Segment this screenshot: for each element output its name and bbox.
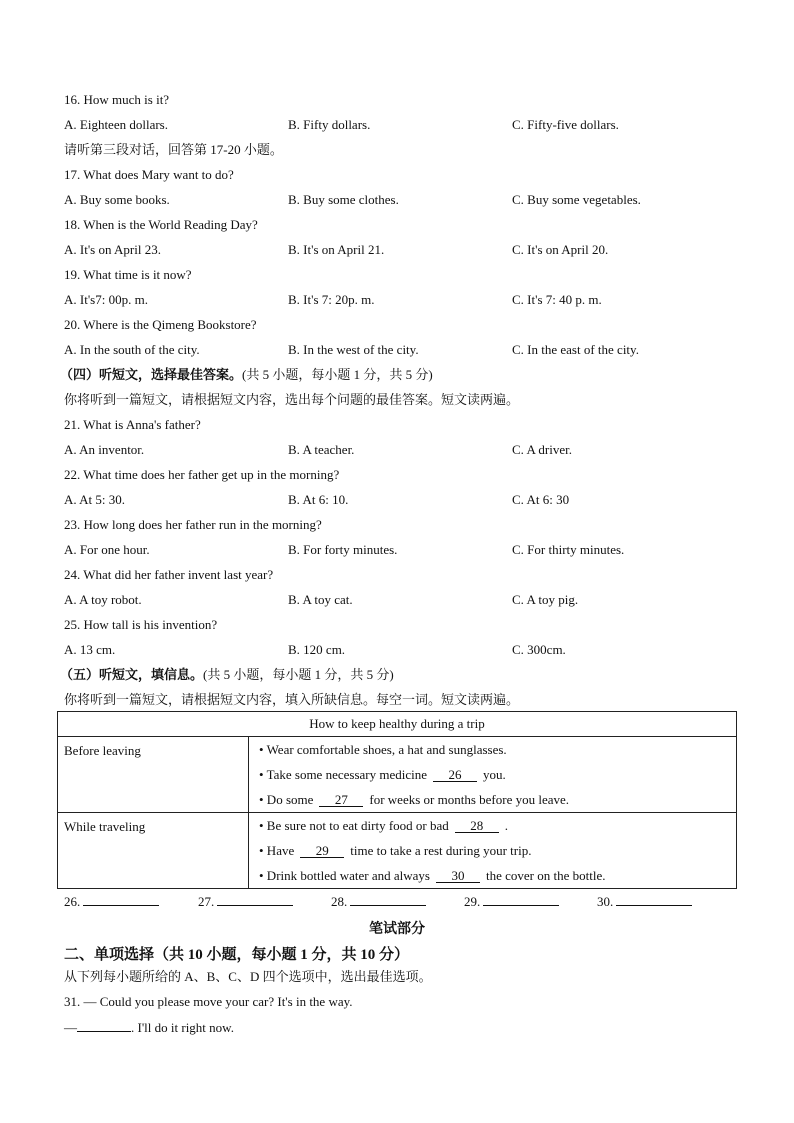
info-table — [57, 711, 737, 889]
options-25 — [64, 642, 744, 658]
options-17 — [64, 192, 744, 208]
option-a: A. An inventor. — [64, 442, 145, 457]
question-20: 20. Where is the Qimeng Bookstore? — [64, 317, 257, 332]
answer-30[interactable]: 30. — [597, 893, 692, 910]
option-b: B. 120 cm. — [288, 642, 346, 657]
option-c: C. A driver. — [512, 442, 572, 457]
table-item: • Drink bottled water and always 30 the cover on the bottle. — [259, 868, 606, 883]
options-22 — [64, 492, 744, 508]
question-18: 18. When is the World Reading Day? — [64, 217, 258, 232]
option-a: A. It's7: 00p. m. — [64, 292, 148, 307]
option-b: B. A toy cat. — [288, 592, 353, 607]
before-leaving-label: Before leaving — [58, 737, 249, 813]
options-24 — [64, 592, 744, 608]
answer-28[interactable]: 28. — [331, 893, 426, 910]
while-traveling-label: While traveling — [58, 813, 249, 889]
option-a: A. For one hour. — [64, 542, 150, 557]
question-25: 25. How tall is his invention? — [64, 617, 218, 632]
question-17: 17. What does Mary want to do? — [64, 167, 234, 182]
question-24: 24. What did her father invent last year? — [64, 567, 274, 582]
instruction-17-20: 请听第三段对话，回答第 17-20 小题。 — [64, 142, 283, 157]
option-b: B. For forty minutes. — [288, 542, 398, 557]
option-a: A. It's on April 23. — [64, 242, 161, 257]
option-a: A. Eighteen dollars. — [64, 117, 168, 132]
blank-26: 26 — [433, 768, 477, 782]
option-c: C. In the east of the city. — [512, 342, 639, 357]
table-item: • Do some 27 for weeks or months before you leave. — [259, 792, 570, 807]
option-a: A. In the south of the city. — [64, 342, 200, 357]
blank-27: 27 — [319, 793, 363, 807]
question-22: 22. What time does her father get up in the morning? — [64, 467, 340, 482]
option-a: A. At 5: 30. — [64, 492, 126, 507]
part-2-instruction: 从下列每小题所给的 A、B、C、D 四个选项中，选出最佳选项。 — [64, 969, 432, 984]
blank-30: 30 — [436, 869, 480, 883]
section-5-instruction: 你将听到一篇短文，请根据短文内容，填入所缺信息。每空一词。短文读两遍。 — [64, 692, 520, 707]
option-b: B. Fifty dollars. — [288, 117, 371, 132]
option-c: C. It's 7: 40 p. m. — [512, 292, 602, 307]
options-20 — [64, 342, 744, 358]
table-item: • Be sure not to eat dirty food or bad 28 . — [259, 818, 509, 833]
answer-29[interactable]: 29. — [464, 893, 559, 910]
option-b: B. In the west of the city. — [288, 342, 419, 357]
answer-27[interactable]: 27. — [198, 893, 293, 910]
question-31-answer: — . I'll do it right now. — [64, 1020, 234, 1035]
option-b: B. A teacher. — [288, 442, 355, 457]
table-header: How to keep healthy during a trip — [58, 712, 737, 737]
option-c: C. Buy some vegetables. — [512, 192, 641, 207]
answer-blanks — [64, 893, 744, 911]
options-19 — [64, 292, 744, 308]
options-21 — [64, 442, 744, 458]
blank-29: 29 — [300, 844, 344, 858]
section-4-instruction: 你将听到一篇短文，请根据短文内容，选出每个问题的最佳答案。短文读两遍。 — [64, 392, 520, 407]
question-31: 31. — Could you please move your car? It's in the way. — [64, 994, 353, 1009]
options-23 — [64, 542, 744, 558]
option-c: C. For thirty minutes. — [512, 542, 625, 557]
table-item: • Take some necessary medicine 26 you. — [259, 767, 506, 782]
option-c: C. At 6: 30 — [512, 492, 570, 507]
options-18 — [64, 242, 744, 258]
blank-31[interactable] — [77, 1019, 131, 1032]
option-a: A. Buy some books. — [64, 192, 170, 207]
option-b: B. Buy some clothes. — [288, 192, 399, 207]
while-traveling-items — [249, 813, 737, 889]
blank-28: 28 — [455, 819, 499, 833]
section-5-title: （五）听短文，填信息。(共 5 小题，每小题 1 分，共 5 分) — [60, 667, 394, 682]
option-b: B. At 6: 10. — [288, 492, 349, 507]
option-b: B. It's 7: 20p. m. — [288, 292, 375, 307]
part-2-title: 二、单项选择（共 10 小题，每小题 1 分，共 10 分） — [64, 947, 410, 963]
section-4-title: （四）听短文，选择最佳答案。(共 5 小题，每小题 1 分，共 5 分) — [60, 367, 433, 382]
options-16 — [64, 117, 744, 133]
option-a: A. A toy robot. — [64, 592, 142, 607]
question-16: 16. How much is it? — [64, 92, 170, 107]
option-a: A. 13 cm. — [64, 642, 116, 657]
question-21: 21. What is Anna's father? — [64, 417, 201, 432]
option-b: B. It's on April 21. — [288, 242, 385, 257]
table-item: • Wear comfortable shoes, a hat and sunglasses. — [259, 742, 507, 757]
question-19: 19. What time is it now? — [64, 267, 192, 282]
table-item: • Have 29 time to take a rest during your trip. — [259, 843, 532, 858]
option-c: C. It's on April 20. — [512, 242, 609, 257]
option-c: C. Fifty-five dollars. — [512, 117, 619, 132]
question-23: 23. How long does her father run in the morning? — [64, 517, 322, 532]
before-leaving-items — [249, 737, 737, 813]
option-c: C. 300cm. — [512, 642, 566, 657]
option-c: C. A toy pig. — [512, 592, 579, 607]
written-section-title: 笔试部分 — [369, 922, 425, 937]
answer-26[interactable]: 26. — [64, 893, 159, 910]
